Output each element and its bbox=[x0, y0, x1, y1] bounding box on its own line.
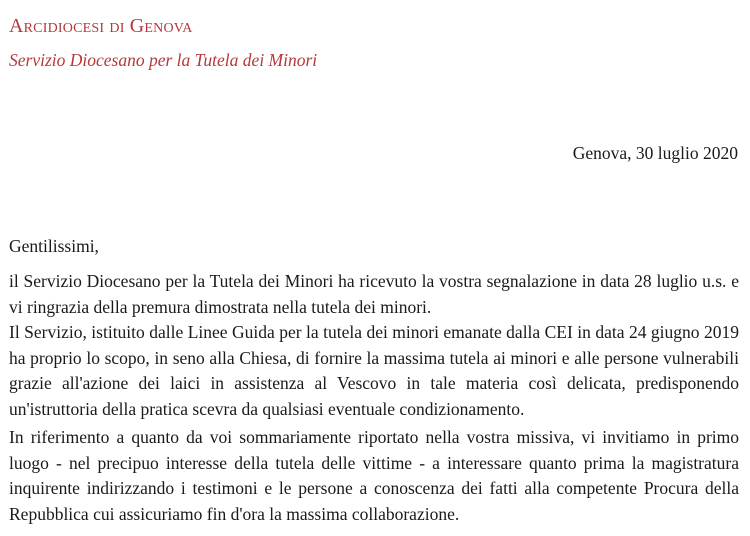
body-paragraph-2: Il Servizio, istituito dalle Linee Guida per la tutela dei minori emanate dalla CEI in data 24 giugno 2019 ha proprio lo scopo, in seno alla Chiesa, di fornire la massima tutela ai minori e alle persone vulnerabili grazie all'azione dei laici in assistenza al Vescovo in tale materia così delicata, predisponendo un'istruttoria della pratica scevra da qualsiasi eventuale condizionamento. bbox=[9, 322, 739, 419]
body-paragraph-3: In riferimento a quanto da voi sommariamente riportato nella vostra missiva, vi invitiamo in primo luogo - nel precipuo interesse della tutela delle vittime - a interessare quanto prima la magistratura inquirente indirizzando i testimoni e le persone a conoscenza dei fatti alla competente Procura della Repubblica cui assicuriamo fin d'ora la massima collaborazione. bbox=[9, 427, 739, 524]
date-line: Genova, 30 luglio 2020 bbox=[572, 143, 738, 163]
body-paragraph-1: il Servizio Diocesano per la Tutela dei Minori ha ricevuto la vostra segnalazione in data 28 luglio u.s. e vi ringrazia della premura dimostrata nella tutela dei minori. bbox=[9, 271, 739, 317]
salutation: Gentilissimi, bbox=[9, 236, 99, 256]
letterhead-organization: Arcidiocesi di Genova bbox=[9, 15, 193, 37]
letterhead-service: Servizio Diocesano per la Tutela dei Minori bbox=[9, 50, 318, 70]
